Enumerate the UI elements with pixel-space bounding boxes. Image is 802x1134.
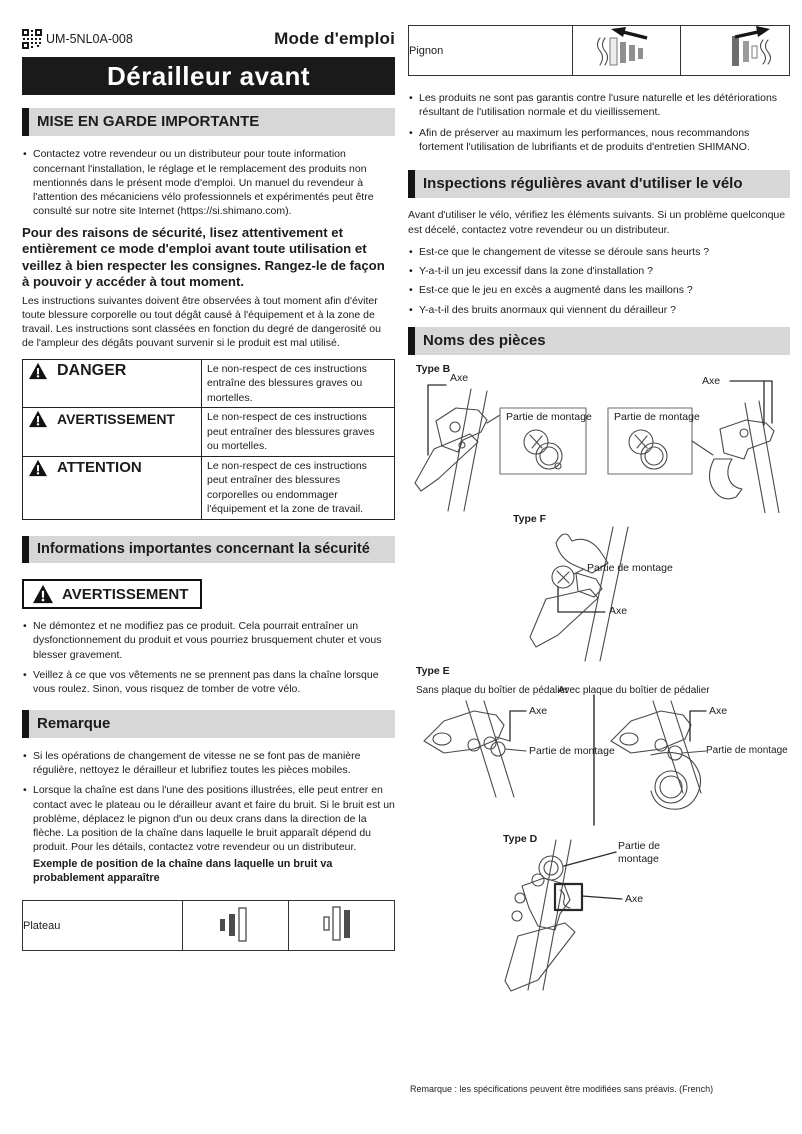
parts-diagram-type-e: [408, 665, 790, 828]
document-id: [22, 29, 133, 49]
axe-label: Axe: [709, 705, 728, 718]
type-e-with-plate-label: Avec plaque du boîtier de pédalier: [558, 685, 710, 697]
partie-de-montage-label: Partie de montage: [587, 562, 673, 575]
avertissement-label: AVERTISSEMENT: [57, 411, 175, 428]
important-notice-list: [22, 147, 395, 218]
qr-code-icon: [22, 29, 42, 49]
danger-description: Le non-respect de ces instructions entraîne des blessures graves ou mortelles.: [202, 359, 395, 407]
document-header: [22, 28, 395, 50]
section-header-important-notice: MISE EN GARDE IMPORTANTE: [22, 108, 395, 136]
list-item: • Est-ce que le jeu en excès a augmenté dans les maillons ?: [408, 283, 790, 297]
type-d-label: Type D: [503, 833, 538, 846]
pignon-shift-diagram-left: [573, 26, 679, 70]
safety-warning-list: [22, 619, 395, 696]
list-item: • Y-a-t-il des bruits anormaux qui viennent du dérailleur ?: [408, 303, 790, 317]
list-item: • Les produits ne sont pas garantis contre l'usure naturelle et les détériorations résultant de l'utilisation normale et du vieillissement.: [408, 91, 790, 120]
warning-triangle-icon: [28, 410, 48, 428]
partie-de-montage-label: Partie de montage: [529, 745, 615, 758]
table-row: [23, 359, 395, 407]
plateau-table: [22, 900, 395, 951]
page-title: Dérailleur avant: [22, 57, 395, 95]
chain-noise-note: Exemple de position de la chaîne dans laquelle un bruit va probablement apparaître: [33, 857, 333, 885]
instructions-paragraph: Les instructions suivantes doivent être observées à tout moment afin d'éviter toute blessure corporelle ou tout dégât causé à l'équipement et à la zone de travail. Les instructions sont classées en fonction du degré de dangerosité ou de l'ampleur des dégâts pouvant survenir si le produit est mal utilisé.: [22, 294, 381, 350]
inspections-list: [408, 245, 790, 317]
section-header-safety-info: Informations importantes concernant la sécurité: [22, 536, 395, 564]
axe-label: Axe: [625, 893, 644, 906]
warning-triangle-icon: [28, 362, 48, 380]
partie-de-montage-label: Partie de montage: [506, 411, 592, 424]
warning-box: [22, 579, 202, 609]
right-column: [408, 25, 790, 996]
derailleur-illustration-type-f: [408, 513, 790, 665]
danger-levels-table: [22, 359, 395, 520]
table-row: [409, 26, 790, 76]
derailleur-illustration-type-d: [408, 828, 790, 996]
doc-type-label: Mode d'emploi: [274, 29, 395, 48]
danger-label: DANGER: [57, 361, 127, 379]
warning-triangle-icon: [32, 584, 54, 604]
type-e-label: Type E: [416, 665, 450, 678]
list-item: • Ne démontez et ne modifiez pas ce produit. Cela pourrait entraîner un dysfonctionnement du produit et vous pourriez brusquement chuter et vous blesser gravement.: [22, 619, 395, 662]
pignon-shift-diagram-right: [682, 26, 788, 70]
list-item: • Contactez votre revendeur ou un distributeur pour toute information concernant l'installation, le réglage et le remplacement des produits non mentionnés dans le présent mode d'emploi. Un manuel du revendeur à l'attention des mécaniciens vélo professionnels et expérimentés peut être consulté sur notre site Internet (https://si.shimano.com).: [22, 147, 395, 218]
attention-description: Le non-respect de ces instructions peut entraîner des blessures corporelles ou endommager l'équipement et la zone de travail.: [202, 456, 395, 519]
list-item: • Afin de préserver au maximum les performances, nous recommandons fortement l'utilisation de lubrifiants et de produits d'entretien SHIMANO.: [408, 126, 790, 155]
table-row: [23, 901, 395, 951]
plateau-chainline-diagram-left: [184, 901, 288, 945]
safety-lead-paragraph: Pour des raisons de sécurité, lisez attentivement et entièrement ce mode d'emploi avant toute utilisation et veillez à bien respecter les consignes. Rangez-le de façon à pouvoir y accéder à tout moment.: [22, 224, 385, 290]
plateau-chainline-diagram-right: [290, 901, 394, 945]
warranty-list: [408, 91, 790, 154]
remarque-list: [22, 749, 395, 855]
type-b-label: Type B: [416, 363, 451, 376]
partie-de-montage-label: Partie de montage: [618, 840, 661, 866]
pignon-label: Pignon: [409, 26, 573, 76]
axe-label: Axe: [609, 605, 628, 618]
specifications-footnote: Remarque : les spécifications peuvent être modifiées sans préavis. (French): [410, 1084, 714, 1094]
inspections-intro: Avant d'utiliser le vélo, vérifiez les éléments suivants. Si un problème quelconque est décelé, contactez votre revendeur ou un distributeur.: [408, 209, 786, 236]
list-item: • Est-ce que le changement de vitesse se déroule sans heurts ?: [408, 245, 790, 259]
type-f-label: Type F: [513, 513, 547, 526]
warning-box-label: AVERTISSEMENT: [62, 585, 189, 603]
parts-diagram-type-f: [408, 513, 790, 665]
list-item: • Si les opérations de changement de vitesse ne se font pas de manière régulière, nettoyez le dérailleur et lubrifiez toutes les pièces mobiles.: [22, 749, 395, 778]
table-row: [23, 456, 395, 519]
table-row: [23, 408, 395, 456]
parts-diagram-type-b: [408, 363, 790, 513]
axe-label: Axe: [450, 372, 469, 385]
section-header-parts: Noms des pièces: [408, 327, 790, 355]
axe-label: Axe: [529, 705, 548, 718]
type-e-without-plate-label: Sans plaque du boîtier de pédalier: [416, 685, 569, 697]
pignon-table: [408, 25, 790, 76]
list-item: • Lorsque la chaîne est dans l'une des positions illustrées, elle peut entrer en contact avec le plateau ou le dérailleur avant et faire du bruit. Si le bruit est un problème, déplacez le pignon d'un ou deux crans dans la direction de la flèche. La position de la chaîne dans laquelle le bruit apparaît dépend du produit. Pour les détails, contactez votre revendeur ou un distributeur.: [22, 783, 395, 854]
warning-triangle-icon: [28, 459, 48, 477]
plateau-label: Plateau: [23, 901, 183, 951]
section-header-remarque: Remarque: [22, 710, 395, 738]
section-header-inspections: Inspections régulières avant d'utiliser le vélo: [408, 170, 790, 198]
partie-de-montage-label: Partie de montage: [706, 745, 788, 757]
parts-diagram-type-d: [408, 828, 790, 996]
doc-number: UM-5NL0A-008: [46, 32, 133, 46]
left-column: [22, 28, 395, 951]
axe-label: Axe: [702, 375, 721, 388]
avertissement-description: Le non-respect de ces instructions peut entraîner des blessures graves ou mortelles.: [202, 408, 395, 456]
attention-label: ATTENTION: [57, 459, 142, 477]
partie-de-montage-label: Partie de montage: [614, 411, 700, 424]
list-item: • Veillez à ce que vos vêtements ne se prennent pas dans la chaîne lorsque vous roulez. Sinon, vous risquez de tomber de votre vélo.: [22, 668, 395, 697]
derailleur-illustration-type-b: [408, 363, 790, 513]
list-item: • Y-a-t-il un jeu excessif dans la zone d'installation ?: [408, 264, 790, 278]
